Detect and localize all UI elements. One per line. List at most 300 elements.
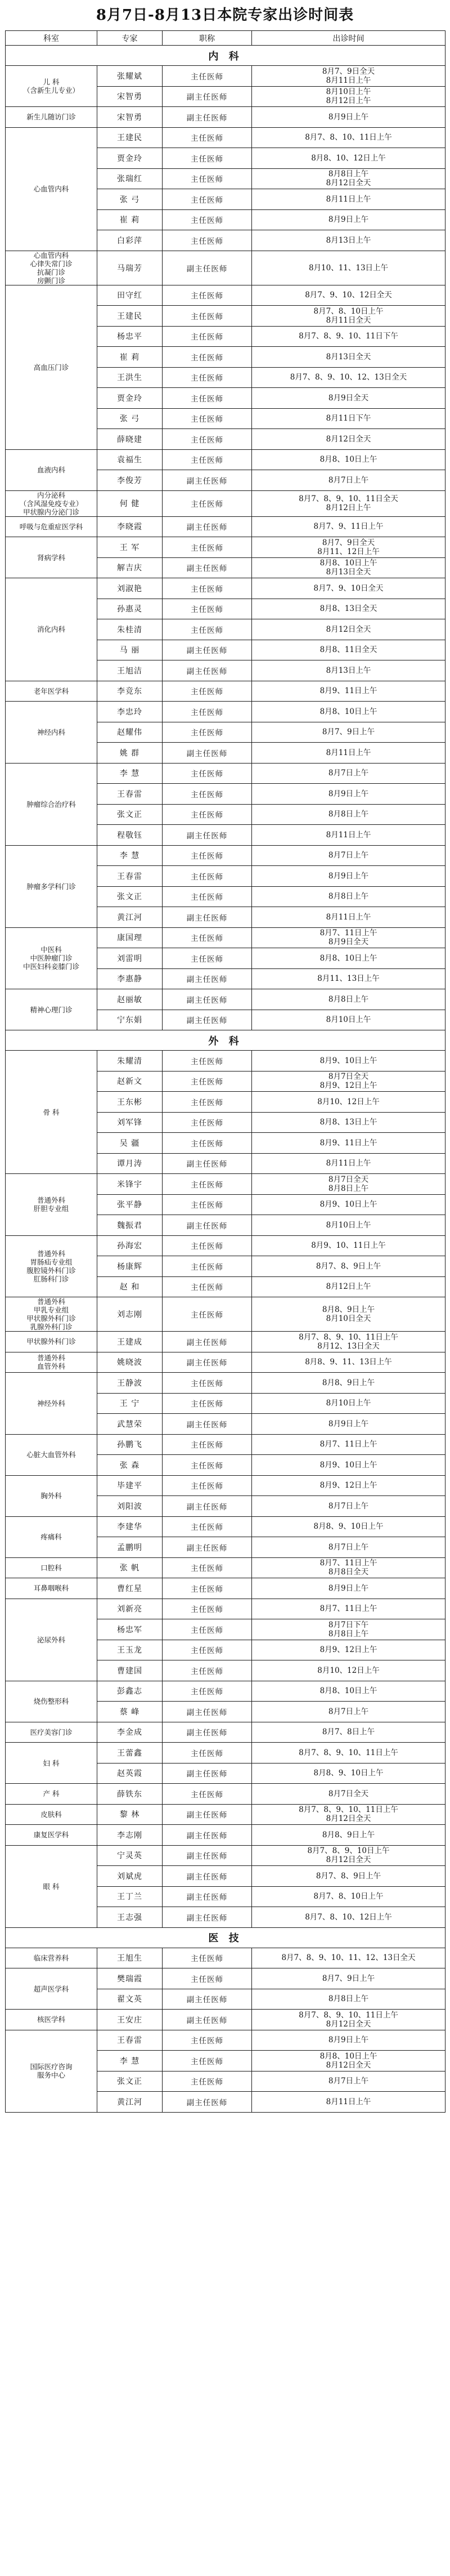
expert-title: 主任医师 — [163, 1276, 252, 1297]
clinic-time-cell — [252, 388, 446, 409]
department-name: 胸外科 — [40, 1492, 62, 1500]
expert-title: 主任医师 — [163, 306, 252, 327]
department-cell — [6, 1516, 97, 1557]
clinic-time-cell — [252, 326, 446, 347]
clinic-time-cell — [252, 209, 446, 230]
department-name: 老年医学科 — [33, 686, 69, 695]
department-cell — [6, 285, 97, 449]
clinic-time: 8月11、13日上午 — [317, 974, 380, 984]
clinic-time-cell — [252, 1804, 446, 1825]
expert-title: 副主任医师 — [163, 1845, 252, 1866]
expert-title: 主任医师 — [163, 66, 252, 87]
clinic-time-cell — [252, 367, 446, 388]
expert-name: 姚 群 — [97, 743, 163, 764]
clinic-time: 8月7、8、9、10、11日上午 — [299, 1805, 398, 1815]
expert-title: 主任医师 — [163, 326, 252, 347]
department-name: 肿瘤综合治疗科 — [26, 800, 76, 809]
expert-name: 黄江河 — [97, 907, 163, 928]
clinic-time-cell — [252, 1886, 446, 1907]
clinic-time: 8月7、9日上午 — [322, 727, 375, 737]
clinic-time: 8月12日上午 — [326, 96, 371, 106]
expert-title: 主任医师 — [163, 722, 252, 743]
department-name: 甲乳专业组 — [33, 1306, 69, 1314]
expert-title: 主任医师 — [163, 1743, 252, 1764]
expert-name: 马瑞芳 — [97, 251, 163, 285]
expert-name: 黎 林 — [97, 1804, 163, 1825]
schedule-row — [6, 1845, 446, 1866]
expert-title: 副主任医师 — [163, 1537, 252, 1558]
expert-name: 田守红 — [97, 285, 163, 306]
clinic-time: 8月8、10、12日上午 — [311, 153, 386, 163]
department-name: 心脏大血管外科 — [26, 1450, 76, 1459]
clinic-time: 8月7日下午 — [328, 1620, 369, 1629]
expert-name: 彭鑫志 — [97, 1681, 163, 1702]
department-name: 心律失常门诊 — [30, 259, 73, 268]
clinic-time: 8月10日上午 — [326, 1399, 371, 1408]
expert-name: 蔡 峰 — [97, 1702, 163, 1722]
schedule-row — [6, 449, 446, 470]
section-row — [6, 46, 446, 66]
clinic-time-cell — [252, 640, 446, 660]
expert-name: 崔 莉 — [97, 347, 163, 368]
department-cell — [6, 251, 97, 285]
department-cell — [6, 2030, 97, 2112]
expert-name: 王旭生 — [97, 1948, 163, 1968]
expert-name: 王春雷 — [97, 2030, 163, 2051]
expert-title: 主任医师 — [163, 1640, 252, 1660]
clinic-time-cell — [252, 2030, 446, 2051]
expert-title: 主任医师 — [163, 1455, 252, 1476]
expert-title: 主任医师 — [163, 1619, 252, 1640]
expert-name: 张 帆 — [97, 1557, 163, 1578]
clinic-time: 8月7日上午 — [328, 769, 369, 778]
clinic-time-cell — [252, 1989, 446, 2010]
expert-title: 主任医师 — [163, 1297, 252, 1332]
clinic-time-cell — [252, 1153, 446, 1174]
department-name: 血管外科 — [37, 1362, 65, 1371]
expert-title: 副主任医师 — [163, 1352, 252, 1373]
expert-name: 张 森 — [97, 1455, 163, 1476]
expert-name: 王洪生 — [97, 367, 163, 388]
expert-name: 刘淑艳 — [97, 578, 163, 599]
clinic-time-cell — [252, 285, 446, 306]
department-name: 眼 科 — [43, 1882, 60, 1891]
clinic-time: 8月8、13日全天 — [320, 604, 377, 614]
expert-title: 主任医师 — [163, 148, 252, 169]
expert-name: 薛铁东 — [97, 1784, 163, 1805]
schedule-row — [6, 1332, 446, 1352]
department-cell — [6, 1948, 97, 1968]
department-name: 口腔科 — [40, 1563, 62, 1572]
expert-title: 副主任医师 — [163, 989, 252, 1010]
expert-name: 李建华 — [97, 1516, 163, 1537]
expert-name: 米锋宇 — [97, 1174, 163, 1195]
expert-name: 薛晓建 — [97, 429, 163, 450]
department-name: 国际医疗咨询 — [30, 2062, 73, 2071]
expert-name: 刘斌虎 — [97, 1866, 163, 1887]
clinic-time-cell — [252, 1010, 446, 1030]
schedule-row — [6, 1825, 446, 1846]
expert-name: 张文正 — [97, 2071, 163, 2092]
expert-name: 王玉龙 — [97, 1640, 163, 1660]
expert-title: 主任医师 — [163, 1475, 252, 1496]
clinic-time-cell — [252, 306, 446, 327]
schedule-row — [6, 1352, 446, 1373]
clinic-time: 8月11日上午 — [326, 1159, 371, 1168]
department-cell — [6, 1804, 97, 1825]
expert-name: 李忠玲 — [97, 702, 163, 722]
clinic-time: 8月7日上午 — [328, 851, 369, 860]
expert-title: 主任医师 — [163, 189, 252, 210]
schedule-row — [6, 1516, 446, 1537]
department-name: 肛肠科门诊 — [33, 1274, 69, 1283]
expert-title: 主任医师 — [163, 1051, 252, 1072]
clinic-time-cell — [252, 1455, 446, 1476]
department-name: 儿 科 — [43, 78, 60, 86]
clinic-time: 8月10、12日上午 — [317, 1666, 380, 1675]
department-cell — [6, 927, 97, 989]
expert-title: 主任医师 — [163, 367, 252, 388]
expert-title: 主任医师 — [163, 2030, 252, 2051]
clinic-time: 8月8日上午 — [328, 1994, 369, 2004]
department-name: 神经内科 — [37, 727, 65, 736]
clinic-time: 8月11日上午 — [326, 194, 371, 204]
clinic-time-cell — [252, 1332, 446, 1352]
expert-name: 张文正 — [97, 804, 163, 825]
clinic-time: 8月8、10日上午 — [320, 1686, 377, 1696]
schedule-row — [6, 251, 446, 285]
clinic-time-cell — [252, 1845, 446, 1866]
expert-name: 吴 疆 — [97, 1133, 163, 1154]
expert-title: 主任医师 — [163, 1373, 252, 1394]
clinic-time: 8月7、8、9、10、11、12、13日全天 — [281, 1953, 416, 1963]
department-name: 妇 科 — [43, 1758, 60, 1767]
clinic-time: 8月8、9日上午 — [322, 1378, 375, 1387]
clinic-time: 8月7、9日全天 — [322, 66, 375, 76]
department-name: 内分泌科 — [37, 490, 65, 499]
clinic-time: 8月11日上午 — [326, 75, 371, 85]
clinic-time-cell — [252, 1640, 446, 1660]
expert-name: 孙鹏飞 — [97, 1434, 163, 1455]
schedule-row — [6, 1373, 446, 1394]
expert-title: 主任医师 — [163, 1578, 252, 1599]
clinic-time-cell — [252, 1702, 446, 1722]
clinic-time-cell — [252, 189, 446, 210]
clinic-time: 8月7、8、9、10、12、13日全天 — [290, 373, 407, 382]
clinic-time-cell — [252, 1743, 446, 1764]
expert-name: 宁灵英 — [97, 1845, 163, 1866]
expert-name: 解吉庆 — [97, 557, 163, 578]
expert-name: 康国理 — [97, 927, 163, 948]
clinic-time: 8月9、10日上午 — [320, 1056, 377, 1065]
department-cell — [6, 1235, 97, 1297]
department-name: 神经外科 — [37, 1399, 65, 1408]
clinic-time: 8月12日上午 — [326, 503, 371, 512]
department-name: 中医肿瘤门诊 — [30, 954, 73, 963]
department-name: 血液内科 — [37, 466, 65, 474]
expert-name: 孙海宏 — [97, 1235, 163, 1256]
clinic-time: 8月11、12日上午 — [317, 547, 380, 556]
clinic-time: 8月7日全天 — [328, 1789, 369, 1798]
expert-name: 张 弓 — [97, 189, 163, 210]
department-cell — [6, 989, 97, 1030]
clinic-time-cell — [252, 2051, 446, 2071]
expert-title: 副主任医师 — [163, 1702, 252, 1722]
clinic-time-cell — [252, 1393, 446, 1414]
clinic-time: 8月9日上午 — [328, 871, 369, 881]
clinic-time: 8月9、12日上午 — [320, 1645, 377, 1655]
clinic-time: 8月11日全天 — [326, 315, 371, 325]
clinic-time: 8月7、8日上午 — [322, 1727, 375, 1737]
expert-title: 副主任医师 — [163, 1825, 252, 1846]
clinic-time-cell — [252, 1434, 446, 1455]
clinic-time-cell — [252, 804, 446, 825]
clinic-time-cell — [252, 1133, 446, 1154]
clinic-time-cell — [252, 1297, 446, 1332]
clinic-time: 8月11日上午 — [326, 748, 371, 757]
expert-title: 主任医师 — [163, 1516, 252, 1537]
clinic-time: 8月7、9日上午 — [322, 1974, 375, 1983]
clinic-time-cell — [252, 743, 446, 764]
clinic-time-cell — [252, 1051, 446, 1072]
schedule-row — [6, 702, 446, 722]
schedule-row — [6, 763, 446, 784]
expert-name: 张耀斌 — [97, 66, 163, 87]
expert-title: 主任医师 — [163, 127, 252, 148]
expert-title: 副主任医师 — [163, 1414, 252, 1435]
clinic-time: 8月8日上午 — [328, 169, 369, 179]
clinic-time-cell — [252, 470, 446, 491]
clinic-time: 8月11日上午 — [326, 830, 371, 840]
clinic-time: 8月9日全天 — [328, 393, 369, 403]
clinic-time: 8月12日全天 — [326, 1855, 371, 1865]
clinic-time: 8月7、8、9日上午 — [316, 1871, 381, 1881]
expert-name: 王安庄 — [97, 2010, 163, 2030]
expert-name: 李俊芳 — [97, 470, 163, 491]
department-cell — [6, 107, 97, 128]
clinic-time: 8月8、10日上午 — [320, 2051, 377, 2061]
clinic-time: 8月7日上午 — [328, 1501, 369, 1511]
expert-title: 主任医师 — [163, 1235, 252, 1256]
expert-name: 谭月涛 — [97, 1153, 163, 1174]
expert-title: 主任医师 — [163, 1557, 252, 1578]
clinic-time: 8月13日全天 — [326, 568, 371, 577]
expert-title: 主任医师 — [163, 1256, 252, 1277]
expert-name: 王春雷 — [97, 784, 163, 805]
clinic-time: 8月9、10日上午 — [320, 1200, 377, 1209]
expert-name: 张平静 — [97, 1194, 163, 1215]
expert-title: 副主任医师 — [163, 1804, 252, 1825]
clinic-time: 8月9日上午 — [328, 789, 369, 798]
clinic-time: 8月7日上午 — [328, 1542, 369, 1552]
expert-name: 杨忠军 — [97, 1619, 163, 1640]
department-name: 中医科 — [40, 945, 62, 954]
expert-name: 王建成 — [97, 1332, 163, 1352]
expert-name: 李 慧 — [97, 845, 163, 866]
expert-title: 主任医师 — [163, 1948, 252, 1968]
expert-title: 主任医师 — [163, 1174, 252, 1195]
department-cell — [6, 1845, 97, 1927]
expert-name: 赵耀伟 — [97, 722, 163, 743]
expert-name: 袁福生 — [97, 449, 163, 470]
clinic-time-cell — [252, 1235, 446, 1256]
clinic-time: 8月8、10日上午 — [320, 953, 377, 963]
expert-title: 副主任医师 — [163, 1886, 252, 1907]
clinic-time-cell — [252, 148, 446, 169]
department-cell — [6, 1599, 97, 1681]
clinic-time: 8月9日上午 — [328, 1419, 369, 1428]
clinic-time-cell — [252, 1414, 446, 1435]
department-cell — [6, 681, 97, 702]
expert-name: 李 慧 — [97, 2051, 163, 2071]
expert-name: 白彩萍 — [97, 230, 163, 251]
clinic-time-cell — [252, 537, 446, 558]
expert-name: 赵丽敏 — [97, 989, 163, 1010]
expert-name: 王建民 — [97, 127, 163, 148]
clinic-time-cell — [252, 1516, 446, 1537]
expert-title: 主任医师 — [163, 1599, 252, 1619]
department-cell — [6, 1557, 97, 1578]
schedule-table — [5, 30, 446, 2113]
expert-name: 李志刚 — [97, 1825, 163, 1846]
clinic-time-cell — [252, 86, 446, 107]
expert-title: 主任医师 — [163, 429, 252, 450]
department-cell — [6, 1475, 97, 1516]
expert-title: 副主任医师 — [163, 1763, 252, 1784]
clinic-time: 8月8、11日全天 — [320, 645, 377, 655]
expert-name: 张文正 — [97, 886, 163, 907]
expert-title: 副主任医师 — [163, 1866, 252, 1887]
clinic-time: 8月7日全天 — [328, 1175, 369, 1184]
clinic-time: 8月7、8、10日上午 — [313, 306, 384, 316]
department-name: 普通外科 — [37, 1249, 65, 1258]
clinic-time: 8月9、10、11日上午 — [311, 1241, 386, 1251]
expert-name: 李晓霞 — [97, 516, 163, 537]
expert-title: 主任医师 — [163, 1393, 252, 1414]
expert-name: 贾金玲 — [97, 148, 163, 169]
header-clinic-time: 出诊时间 — [252, 31, 446, 46]
expert-title: 主任医师 — [163, 578, 252, 599]
clinic-time-cell — [252, 578, 446, 599]
schedule-row — [6, 1784, 446, 1805]
clinic-time-cell — [252, 1373, 446, 1394]
clinic-time: 8月7、8、9、10、11日上午 — [299, 1748, 398, 1757]
clinic-time-cell — [252, 907, 446, 928]
section-title: 医 技 — [6, 1927, 446, 1948]
clinic-time-cell — [252, 1599, 446, 1619]
schedule-row — [6, 681, 446, 702]
clinic-time-cell — [252, 1825, 446, 1846]
clinic-time-cell — [252, 1215, 446, 1236]
expert-name: 王旭洁 — [97, 660, 163, 681]
expert-name: 程敬钰 — [97, 825, 163, 846]
expert-name: 宋智勇 — [97, 86, 163, 107]
expert-name: 王春雷 — [97, 866, 163, 887]
clinic-time-cell — [252, 1352, 446, 1373]
schedule-row — [6, 1174, 446, 1195]
expert-title: 主任医师 — [163, 1071, 252, 1092]
expert-title: 主任医师 — [163, 209, 252, 230]
clinic-time-cell — [252, 449, 446, 470]
clinic-time-cell — [252, 2010, 446, 2030]
department-name: 医疗美容门诊 — [30, 1727, 73, 1736]
expert-name: 刘军锋 — [97, 1112, 163, 1133]
expert-name: 刘阳波 — [97, 1496, 163, 1517]
expert-name: 王建民 — [97, 306, 163, 327]
clinic-time: 8月10日上午 — [326, 1220, 371, 1230]
schedule-row — [6, 1599, 446, 1619]
clinic-time: 8月11日下午 — [326, 414, 371, 423]
expert-name: 李竞东 — [97, 681, 163, 702]
clinic-time: 8月9日上午 — [328, 215, 369, 225]
expert-title: 副主任医师 — [163, 640, 252, 660]
clinic-time: 8月10日上午 — [326, 87, 371, 97]
clinic-time-cell — [252, 66, 446, 87]
clinic-time: 8月12、13日全天 — [317, 1341, 380, 1351]
clinic-time: 8月12日全天 — [326, 178, 371, 188]
expert-name: 王 军 — [97, 537, 163, 558]
expert-title: 副主任医师 — [163, 825, 252, 846]
clinic-time: 8月8日上午 — [328, 994, 369, 1004]
clinic-time: 8月11日上午 — [326, 2097, 371, 2106]
department-name: 普通外科 — [37, 1354, 65, 1363]
clinic-time-cell — [252, 1092, 446, 1113]
clinic-time: 8月10、11、13日上午 — [308, 263, 389, 273]
expert-title: 副主任医师 — [163, 2010, 252, 2030]
clinic-time: 8月7、11日上午 — [320, 928, 377, 938]
clinic-time: 8月8日全天 — [328, 1568, 369, 1577]
clinic-time: 8月8日上午 — [328, 810, 369, 819]
expert-title: 副主任医师 — [163, 1010, 252, 1030]
clinic-time-cell — [252, 490, 446, 516]
expert-name: 刘雷明 — [97, 948, 163, 969]
department-name: 产 科 — [43, 1789, 60, 1798]
department-name: 胃肠疝专业组 — [30, 1257, 73, 1266]
clinic-time: 8月7、11日上午 — [320, 1440, 377, 1449]
expert-title: 主任医师 — [163, 1092, 252, 1113]
expert-title: 主任医师 — [163, 2071, 252, 2092]
expert-title: 主任医师 — [163, 804, 252, 825]
expert-title: 副主任医师 — [163, 1722, 252, 1743]
clinic-time: 8月12日全天 — [326, 434, 371, 444]
clinic-time: 8月10、12日上午 — [317, 1097, 380, 1106]
clinic-time-cell — [252, 927, 446, 948]
department-cell — [6, 1722, 97, 1743]
expert-name: 朱耀清 — [97, 1051, 163, 1072]
clinic-time: 8月9、11日上午 — [320, 686, 377, 696]
department-name: 核医学科 — [37, 2015, 65, 2024]
header-department: 科室 — [6, 31, 97, 46]
clinic-time: 8月12日全天 — [326, 1814, 371, 1824]
department-cell — [6, 127, 97, 251]
expert-title: 主任医师 — [163, 1968, 252, 1989]
clinic-time: 8月7、11日上午 — [320, 1559, 377, 1568]
department-cell — [6, 1968, 97, 2010]
expert-title: 主任医师 — [163, 763, 252, 784]
clinic-time: 8月8、9日上午 — [322, 1305, 375, 1314]
department-name: 临床营养科 — [33, 1953, 69, 1962]
clinic-time: 8月7日上午 — [328, 475, 369, 485]
department-name: 肿瘤多学科门诊 — [26, 882, 76, 891]
expert-name: 王静波 — [97, 1373, 163, 1394]
clinic-time-cell — [252, 230, 446, 251]
expert-name: 王志强 — [97, 1907, 163, 1928]
clinic-time: 8月8、9、10日上午 — [313, 1522, 384, 1532]
clinic-time: 8月9、12日上午 — [320, 1081, 377, 1091]
schedule-row — [6, 1743, 446, 1764]
clinic-time: 8月13日全天 — [326, 352, 371, 361]
department-name: 烧伤整形科 — [33, 1697, 69, 1706]
